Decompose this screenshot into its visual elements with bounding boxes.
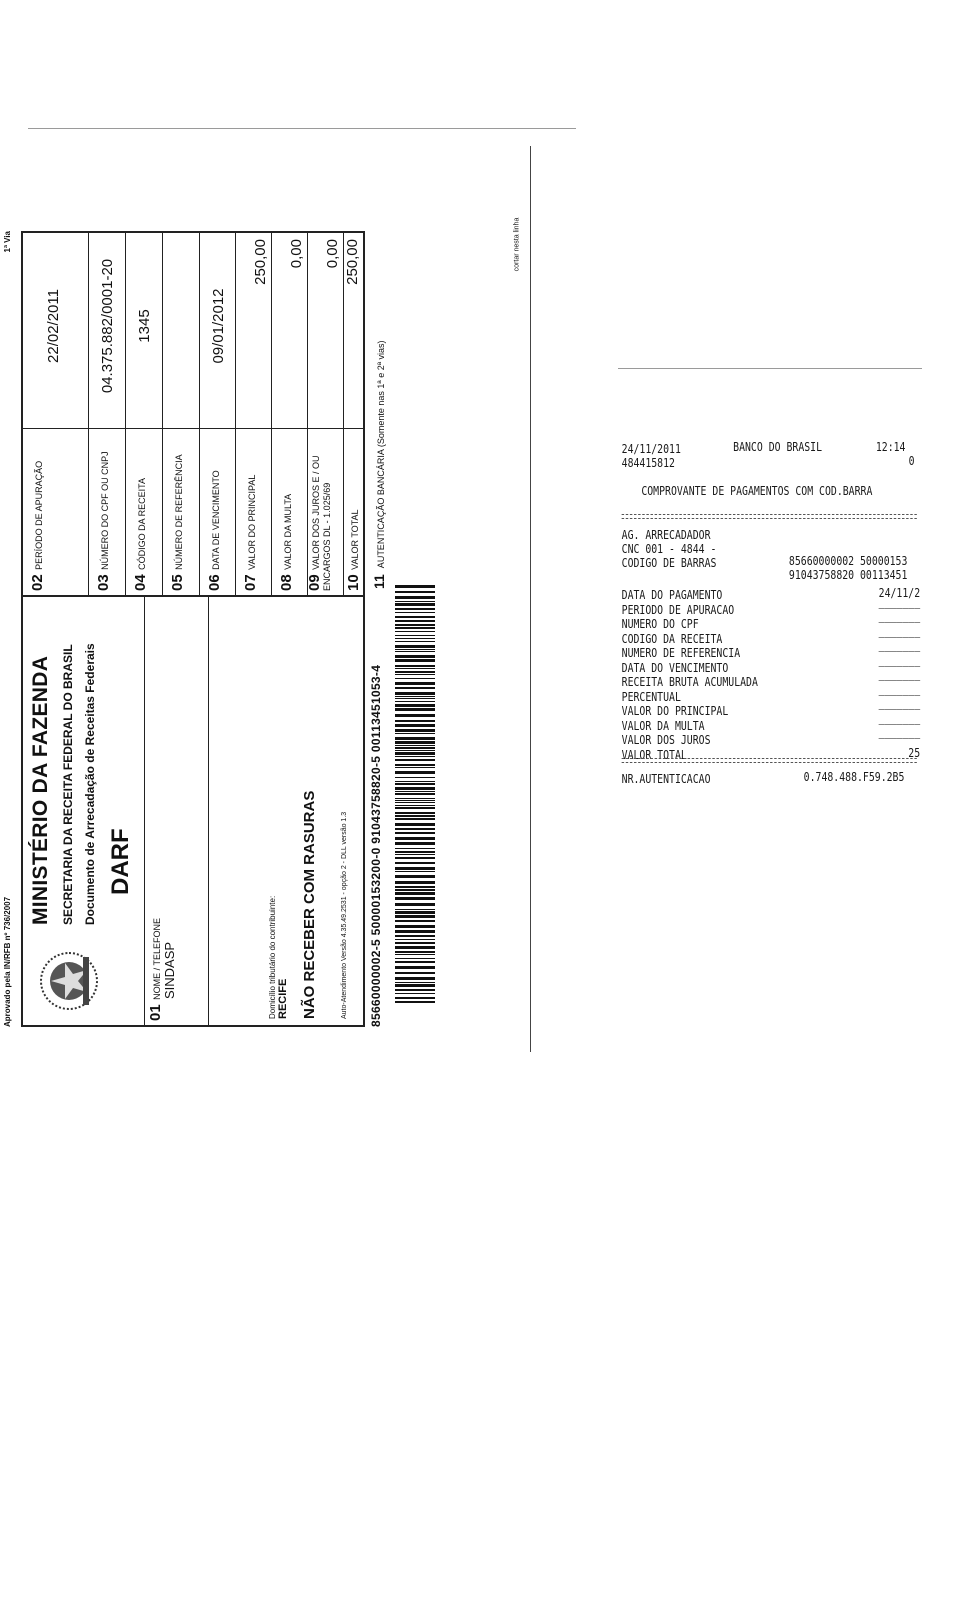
receipt-item-value: ‒‒‒‒‒‒‒ xyxy=(878,644,921,658)
field-label: VALOR DA MULTA xyxy=(283,493,293,570)
barcode-image xyxy=(395,583,435,1003)
receipt-item-label: VALOR TOTAL xyxy=(621,747,687,762)
receipt-barcode-line-1: 85660000002 50000153 xyxy=(788,554,908,568)
field-03 xyxy=(89,233,126,595)
receipt-authentication-value: 0.748.488.F59.2B5 xyxy=(803,770,905,784)
scan-artifact-line xyxy=(618,368,922,369)
bank-authentication-label xyxy=(371,340,387,589)
field-number: 04 xyxy=(132,574,149,591)
field-label: AUTENTICAÇÃO BANCÁRIA (Somente nas 1ª e 2ª vias) xyxy=(376,340,386,569)
receipt-item-label: DATA DO PAGAMENTO xyxy=(621,588,723,602)
receipt-separator xyxy=(622,758,917,763)
domicilio-label: Domicílio tributário do contribuinte: xyxy=(268,895,277,1019)
field-label: DATA DE VENCIMENTO xyxy=(211,470,221,570)
barcode-digits: 85660000002-5 50000153200-0 91043758820-5 00113451053-4 xyxy=(369,664,383,1027)
receipt-item-label: VALOR DA MULTA xyxy=(621,718,705,733)
no-erasures-warning: NÃO RECEBER COM RASURAS xyxy=(301,790,318,1019)
field-07 xyxy=(236,233,272,595)
domicilio-value: RECIFE xyxy=(277,978,289,1019)
field-label: PERÍODO DE APURAÇÃO xyxy=(34,460,44,570)
receipt-item-label: CODIGO DA RECEITA xyxy=(621,631,723,646)
field-label: NOME / TELEFONE xyxy=(152,918,162,1000)
field-04 xyxy=(126,233,163,595)
receipt-item-value: ‒‒‒‒‒‒‒ xyxy=(878,687,921,702)
field-label: NÚMERO DE REFERÊNCIA xyxy=(174,454,184,570)
field-number: 09 xyxy=(306,574,323,591)
field-value: 250,00 xyxy=(252,239,269,285)
field-05 xyxy=(163,233,200,595)
field-number: 08 xyxy=(278,574,295,591)
receipt-item-label: RECEITA BRUTA ACUMULADA xyxy=(621,675,758,689)
field-01-name xyxy=(144,597,209,1025)
receipt-separator xyxy=(622,514,917,519)
field-label: CÓDIGO DA RECEITA xyxy=(137,478,147,570)
receipt-item-label: DATA DO VENCIMENTO xyxy=(621,660,729,675)
receipt-item-value: ‒‒‒‒‒‒‒ xyxy=(878,629,921,644)
field-10 xyxy=(344,233,363,595)
receipt-item-label: VALOR DOS JUROS xyxy=(621,733,711,747)
receipt-code: 484415812 xyxy=(621,456,675,470)
darf-right-column xyxy=(21,231,365,597)
field-label: VALOR DO PRINCIPAL xyxy=(247,474,257,570)
field-08 xyxy=(272,233,308,595)
receipt-item-value: ‒‒‒‒‒‒‒ xyxy=(878,673,921,687)
field-value: 0,00 xyxy=(288,239,305,269)
field-value: 22/02/2011 xyxy=(45,289,62,363)
field-value: 250,00 xyxy=(344,239,361,285)
field-number: 07 xyxy=(242,574,259,591)
receipt-item-value: ‒‒‒‒‒‒‒ xyxy=(878,615,921,629)
approval-note xyxy=(3,231,19,1027)
bank-receipt xyxy=(620,438,921,790)
approval-text: Aprovado pela IN/RFB nº 736/2007 xyxy=(3,896,12,1027)
field-label: VALOR DOS JUROS E / OU ENCARGOS DL - 1.025/69 xyxy=(311,455,332,591)
field-number: 02 xyxy=(29,574,46,591)
receipt-item-label: VALOR DO PRINCIPAL xyxy=(621,704,729,718)
receipt-cnc: CNC 001 - 4844 - xyxy=(621,542,717,556)
ministry-title: MINISTÉRIO DA FAZENDA xyxy=(29,655,52,925)
receipt-title: COMPROVANTE DE PAGAMENTOS COM COD.BARRA xyxy=(641,484,873,498)
field-value: 0,00 xyxy=(324,239,341,269)
receipt-barcode-label: CODIGO DE BARRAS xyxy=(621,556,717,570)
receipt-item-label: PERIODO DE APURACAO xyxy=(621,602,735,617)
receipt-bank: BANCO DO BRASIL xyxy=(733,440,823,454)
field-number: 01 xyxy=(147,1004,164,1021)
receipt-item-value: ‒‒‒‒‒‒‒ xyxy=(878,702,921,716)
receipt-barcode-line-2: 91043758820 00113451 xyxy=(788,568,908,582)
field-label: VALOR TOTAL xyxy=(350,509,360,570)
receipt-item-value: ‒‒‒‒‒‒‒ xyxy=(878,716,921,731)
domicilio-block xyxy=(268,896,289,1019)
receipt-item-value: ‒‒‒‒‒‒‒ xyxy=(878,600,921,615)
receipt-authentication-label: NR.AUTENTICACAO xyxy=(621,772,711,786)
receipt-item-label: NUMERO DE REFERENCIA xyxy=(621,646,741,660)
via-label: 1ª Via xyxy=(3,231,12,253)
field-value: 04.375.882/0001-20 xyxy=(99,258,116,394)
receipt-item-label: NUMERO DO CPF xyxy=(621,617,699,631)
darf-title: DARF xyxy=(107,828,134,895)
darf-grid xyxy=(21,231,365,1027)
field-02 xyxy=(23,233,89,595)
field-value: SINDASP xyxy=(162,941,177,999)
field-number: 03 xyxy=(95,574,112,591)
receipt-item-value: 25 xyxy=(908,745,921,760)
field-number: 06 xyxy=(206,574,223,591)
field-number: 10 xyxy=(345,574,362,591)
cut-line-label-wrap xyxy=(513,217,531,272)
document-subtitle: Documento de Arrecadação de Receitas Federais xyxy=(83,643,97,925)
receipt-code-right: 0 xyxy=(908,454,915,468)
auto-atendimento-version: Auto-Atendimento Versão 4.35.49.2531 - opção 2 - DLL versão 1.3 xyxy=(341,811,348,1019)
field-label: NÚMERO DO CPF OU CNPJ xyxy=(100,451,110,570)
scan-artifact-line xyxy=(28,128,576,129)
darf-header xyxy=(23,597,145,1025)
field-06 xyxy=(200,233,236,595)
field-number: 11 xyxy=(371,574,387,589)
cut-line xyxy=(530,146,531,1052)
cut-line-label: cortar nesta linha xyxy=(513,217,521,272)
authentication-row xyxy=(369,231,391,1027)
coat-of-arms-seal xyxy=(37,949,101,1013)
field-number: 05 xyxy=(169,574,186,591)
field-09 xyxy=(308,233,344,595)
receipt-item-label: PERCENTUAL xyxy=(621,689,681,704)
field-value: 1345 xyxy=(136,309,153,343)
receipt-item-value: 24/11/2 xyxy=(878,586,921,600)
receipt-time: 12:14 xyxy=(875,440,906,454)
receipt-item-value: ‒‒‒‒‒‒‒ xyxy=(878,731,921,745)
receipt-item-value: ‒‒‒‒‒‒‒ xyxy=(878,658,921,673)
receipt-ag: AG. ARRECADADOR xyxy=(621,528,711,542)
secretaria-title: SECRETARIA DA RECEITA FEDERAL DO BRASIL xyxy=(61,644,75,925)
field-value: 09/01/2012 xyxy=(210,288,227,364)
darf-form xyxy=(3,231,435,1027)
darf-left-column xyxy=(21,595,365,1027)
receipt-date: 24/11/2011 xyxy=(621,442,681,456)
